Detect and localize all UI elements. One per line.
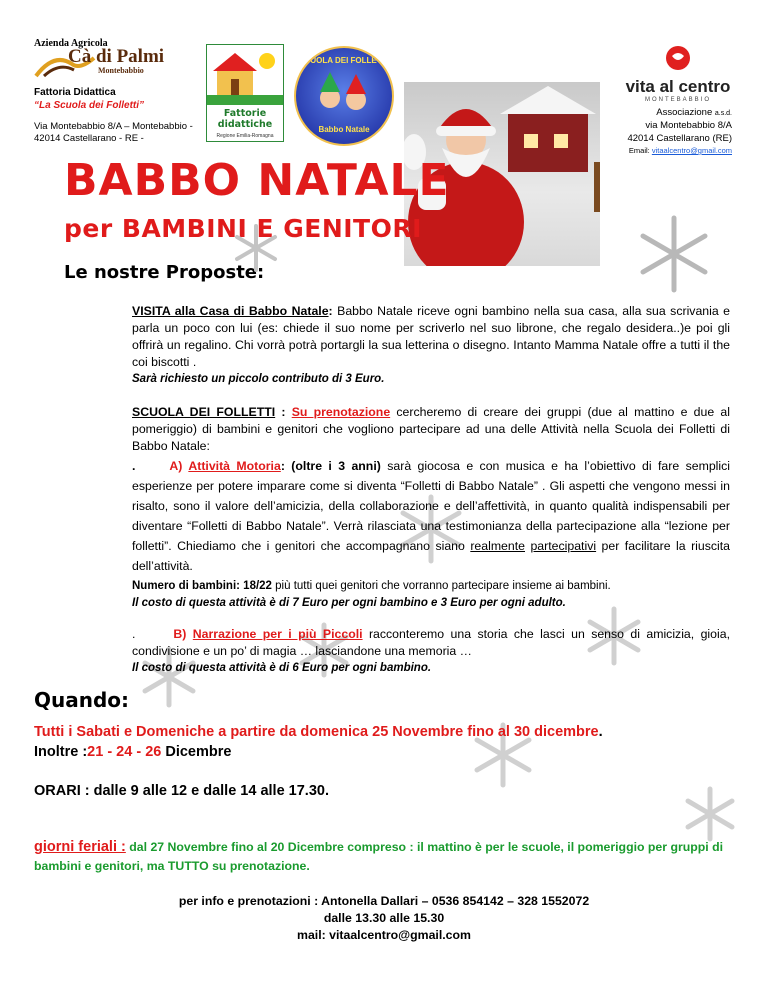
a-dot: .	[132, 459, 136, 473]
cost-a: Il costo di questa attività è di 7 Euro per ogni bambino e 3 Euro per ogni adulto.	[132, 597, 566, 609]
right-address-2: 42014 Castellarano (RE)	[627, 133, 732, 144]
scuola-label: SCUOLA DEI FOLLETTI	[299, 56, 389, 65]
visita-heading: VISITA alla Casa di Babbo Natale	[132, 304, 329, 318]
weekdays-label: giorni feriali :	[34, 839, 126, 855]
assoc-suffix: a.s.d.	[714, 110, 732, 117]
fattorie-didattiche-badge	[206, 44, 284, 142]
weekdays-text: dal 27 Novembre fino al 20 Dicembre compreso : il mattino è per le scuole, il pomeriggio per gruppi di bambini e genitori, ma TUTTO su prenotazione.	[34, 840, 724, 873]
email-link[interactable]: vitaalcentro@gmail.com	[651, 146, 732, 155]
proposals-heading: Le nostre Proposte:	[64, 262, 265, 283]
contact-line-2: dalle 13.30 alle 15.30	[323, 911, 445, 925]
num-label: Numero di bambini: 18/22	[132, 580, 272, 592]
logo-text: vita al centro	[625, 77, 731, 96]
farm-type: Fattoria Didattica	[34, 87, 116, 98]
a-text-u2: partecipativi	[530, 539, 597, 553]
sub-title: per BAMBINI E GENITORI	[64, 214, 422, 243]
company-type: Azienda Agricola	[34, 38, 108, 49]
heart-logo-icon	[622, 44, 734, 74]
left-address-2: 42014 Castellarano - RE -	[34, 133, 144, 144]
also-days: 21 - 24 - 26	[87, 744, 162, 760]
activity-b	[132, 626, 730, 677]
farm-house-icon	[207, 45, 283, 105]
dates-end: .	[598, 724, 603, 740]
contact-line-1: per info e prenotazioni : Antonella Dallari – 0536 854142 – 328 1552072	[178, 894, 590, 908]
snowflake-icon	[682, 786, 738, 842]
vita-al-centro-logo	[622, 44, 734, 103]
scuola-sub: Babbo Natale	[318, 125, 370, 134]
visita-section	[132, 303, 730, 388]
visita-text: Babbo Natale riceve ogni bambino nella sua casa, alla sua scrivania e parla un poco con lui (es: chiede il suo nome per scriverlo nel suo librone, che regalo desidera..)e poi gli offrirà un regalino. Chi vorrà potrà portargli la sua letterina o disegno. Intanto Mamma Natale offre a tutti il the coi biscotti .	[132, 304, 730, 369]
email-label: Email:	[628, 146, 650, 155]
logo-sub: MONTEBABBIO	[644, 97, 711, 103]
scuola-text: cercheremo di creare dei gruppi (due al mattino e due al pomeriggio) di bambini e genitori che vogliono partecipare ad una delle Attività nella Scuola dei Folletti di Babbo Natale:	[132, 405, 730, 453]
a-text-end: per facilitare la riuscita dell’attività.	[132, 539, 731, 573]
school-name: “La Scuola dei Folletti”	[34, 100, 145, 111]
activity-a	[132, 456, 730, 576]
visita-note: Sarà richiesto un piccolo contributo di 3 Euro.	[132, 373, 385, 385]
weekdays	[34, 838, 734, 876]
scuola-colon: :	[275, 405, 292, 419]
a-text-u1: realmente	[470, 539, 525, 553]
a-letter: A)	[169, 459, 189, 473]
visita-colon: :	[328, 304, 333, 318]
contact-block	[0, 893, 768, 944]
a-text: sarà giocosa e con musica e ha l’obiettivo di fare semplici esperienze per potere imparare come si diventa “Folletti di Babbo Natale” . Gli aspetti che vengono messi in risalto, sono il valore dell’amicizia, della collaborazione e dell’affettività, in quanto qualità indispensabili per diventare “Folletti di Babbo Natale”. Verrà rilasciata una testimonianza della partecipazione alla “lezione per folletti”. Chiediamo che i genitori che accompagnano siano	[132, 459, 730, 553]
participants	[132, 578, 730, 612]
logo-sub: Montebabbio	[98, 66, 144, 75]
logo-name: Cà di Palmi	[68, 46, 165, 67]
region-label: Regione Emilia-Romagna	[216, 133, 274, 139]
contact-line-3: mail: vitaalcentro@gmail.com	[297, 928, 471, 942]
snowflake-icon	[232, 224, 280, 272]
quando-also	[34, 742, 231, 762]
cost-b: Il costo di questa attività è di 6 Euro per ogni bambino.	[132, 662, 432, 674]
b-dot: .	[132, 627, 136, 641]
also-month: Dicembre	[161, 744, 232, 760]
email-line	[629, 146, 732, 155]
hours: ORARI : dalle 9 alle 12 e dalle 14 alle 17.30.	[34, 783, 329, 799]
quando-dates	[34, 722, 603, 742]
also-label: Inoltre :	[34, 744, 88, 760]
main-title: BABBO NATALE	[64, 155, 450, 206]
b-text: racconteremo una storia che lasci un senso di amicizia, gioia, condivisione e un po’ di magia … lasciandone una memoria …	[132, 627, 730, 658]
assoc-line	[656, 106, 732, 120]
assoc-label: Associazione	[656, 107, 713, 118]
b-title: Narrazione per i più Piccoli	[192, 627, 363, 641]
dates-text: Tutti i Sabati e Domeniche a partire da domenica 25 Novembre fino al 30 dicembre	[34, 724, 599, 740]
fattorie-label: Fattorie didattiche	[217, 108, 273, 130]
b-letter: B)	[173, 627, 193, 641]
snowflake-icon	[634, 214, 714, 294]
booking-label: Su prenotazione	[291, 405, 391, 419]
scuola-folletti-badge	[294, 46, 394, 146]
left-address-1: Via Montebabbio 8/A – Montebabbio -	[34, 121, 193, 132]
quando-heading: Quando:	[34, 688, 130, 712]
a-title: Attività Motoria	[188, 459, 281, 473]
scuola-section	[132, 404, 730, 455]
a-age: : (oltre i 3 anni)	[280, 459, 381, 473]
num-text: più tutti quei genitori che vorranno partecipare insieme ai bambini.	[271, 580, 611, 592]
right-address-1: via Montebabbio 8/A	[645, 120, 732, 131]
scuola-heading: SCUOLA DEI FOLLETTI	[132, 405, 276, 419]
